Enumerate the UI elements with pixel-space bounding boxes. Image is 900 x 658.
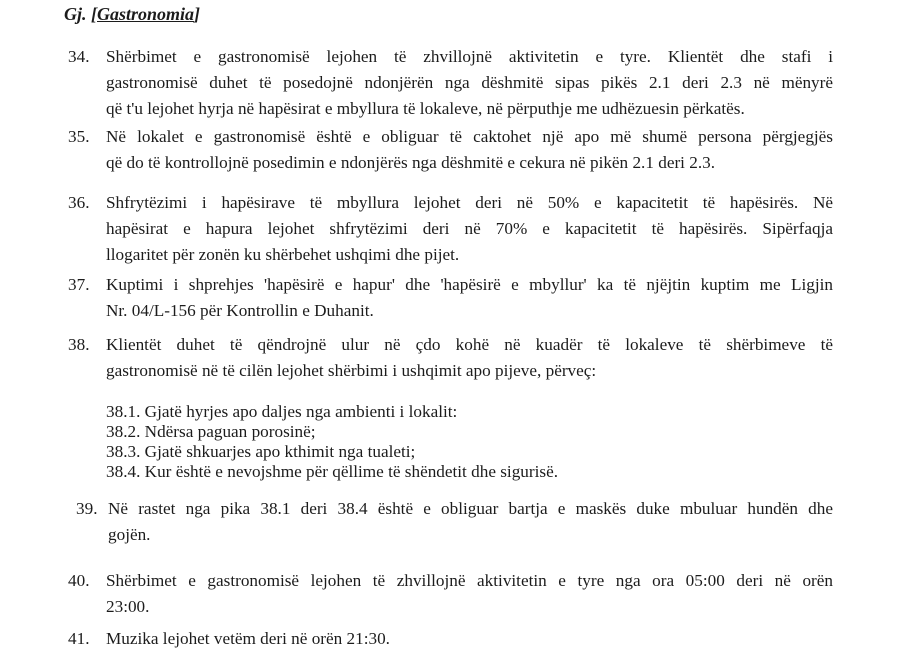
paragraph-line: gojën. (108, 525, 151, 544)
paragraph-line: Shfrytëzimi i hapësirave të mbyllura lejohet deri në 50% e kapacitetit të hapësirës. Në (106, 193, 833, 212)
paragraph-37 (68, 272, 833, 324)
paragraph-number: 37. (68, 275, 90, 294)
paragraph-text (106, 190, 833, 268)
paragraph-line: Muzika lejohet vetëm deri në orën 21:30. (106, 629, 390, 648)
paragraph-text (106, 124, 833, 176)
heading-suffix: ] (194, 4, 201, 24)
paragraph-text (106, 44, 833, 122)
paragraph-34 (68, 44, 833, 122)
paragraph-line: Në rastet nga pika 38.1 deri 38.4 është e obliguar bartja e maskës duke mbuluar hundën dhe (108, 499, 833, 518)
paragraph-line: 23:00. (106, 597, 150, 616)
paragraph-line: Klientët duhet të qëndrojnë ulur në çdo kohë në kuadër të lokaleve të shërbimeve të (106, 335, 833, 354)
paragraph-text (106, 272, 833, 324)
paragraph-line: gastronomisë në të cilën lejohet shërbimi i ushqimit apo pijeve, përveç: (106, 361, 597, 380)
paragraph-41 (68, 626, 833, 652)
subitem-38-3: 38.3. Gjatë shkuarjes apo kthimit nga tualeti; (106, 442, 416, 461)
paragraph-number: 34. (68, 47, 90, 66)
paragraph-number: 38. (68, 335, 90, 354)
section-heading (64, 4, 200, 25)
paragraph-38 (68, 332, 833, 384)
paragraph-35 (68, 124, 833, 176)
subitem-38-2: 38.2. Ndërsa paguan porosinë; (106, 422, 316, 441)
paragraph-number: 41. (68, 629, 90, 648)
paragraph-text (106, 568, 833, 620)
paragraph-line: llogaritet për zonën ku shërbehet ushqimi dhe pijet. (106, 245, 460, 264)
paragraph-40 (68, 568, 833, 620)
paragraph-number: 40. (68, 571, 90, 590)
paragraph-line: Kuptimi i shprehjes 'hapësirë e hapur' dhe 'hapësirë e mbyllur' ka të njëjtin kuptim me Ligjin (106, 275, 833, 294)
paragraph-line: që do të kontrollojnë posedimin e ndonjërës nga dëshmitë e cekura në pikën 2.1 deri 2.3. (106, 153, 716, 172)
heading-title: Gastronomia (97, 4, 195, 24)
paragraph-line: Në lokalet e gastronomisë është e obliguar të caktohet një apo më shumë persona përgjegjës (106, 127, 833, 146)
paragraph-line: Shërbimet e gastronomisë lejohen të zhvillojnë aktivitetin e tyre nga ora 05:00 deri në orën (106, 571, 833, 590)
paragraph-number: 36. (68, 193, 90, 212)
paragraph-number: 35. (68, 127, 90, 146)
paragraph-line: Nr. 04/L-156 për Kontrollin e Duhanit. (106, 301, 374, 320)
paragraph-text (106, 626, 833, 652)
paragraph-line: gastronomisë duhet të posedojnë ndonjërën nga dëshmitë sipas pikës 2.1 deri 2.3 në mënyrë (106, 73, 833, 92)
paragraph-number: 39. (76, 499, 98, 518)
paragraph-text (106, 332, 833, 384)
paragraph-line: hapësirat e hapura lejohet shfrytëzimi deri në 70% e kapacitetit të hapësirës. Sipërfaqja (106, 219, 833, 238)
paragraph-39 (76, 496, 833, 548)
paragraph-line: Shërbimet e gastronomisë lejohen të zhvillojnë aktivitetin e tyre. Klientët dhe stafi i (106, 47, 833, 66)
paragraph-line: që t'u lejohet hyrja në hapësirat e mbyllura të lokaleve, në përputhje me udhëzuesin përkatës. (106, 99, 745, 118)
paragraph-36 (68, 190, 833, 268)
subitem-38-4: 38.4. Kur është e nevojshme për qëllime të shëndetit dhe sigurisë. (106, 462, 559, 481)
heading-prefix: Gj. [ (64, 4, 97, 24)
subitem-38-1: 38.1. Gjatë hyrjes apo daljes nga ambienti i lokalit: (106, 402, 458, 421)
paragraph-text (108, 496, 833, 548)
